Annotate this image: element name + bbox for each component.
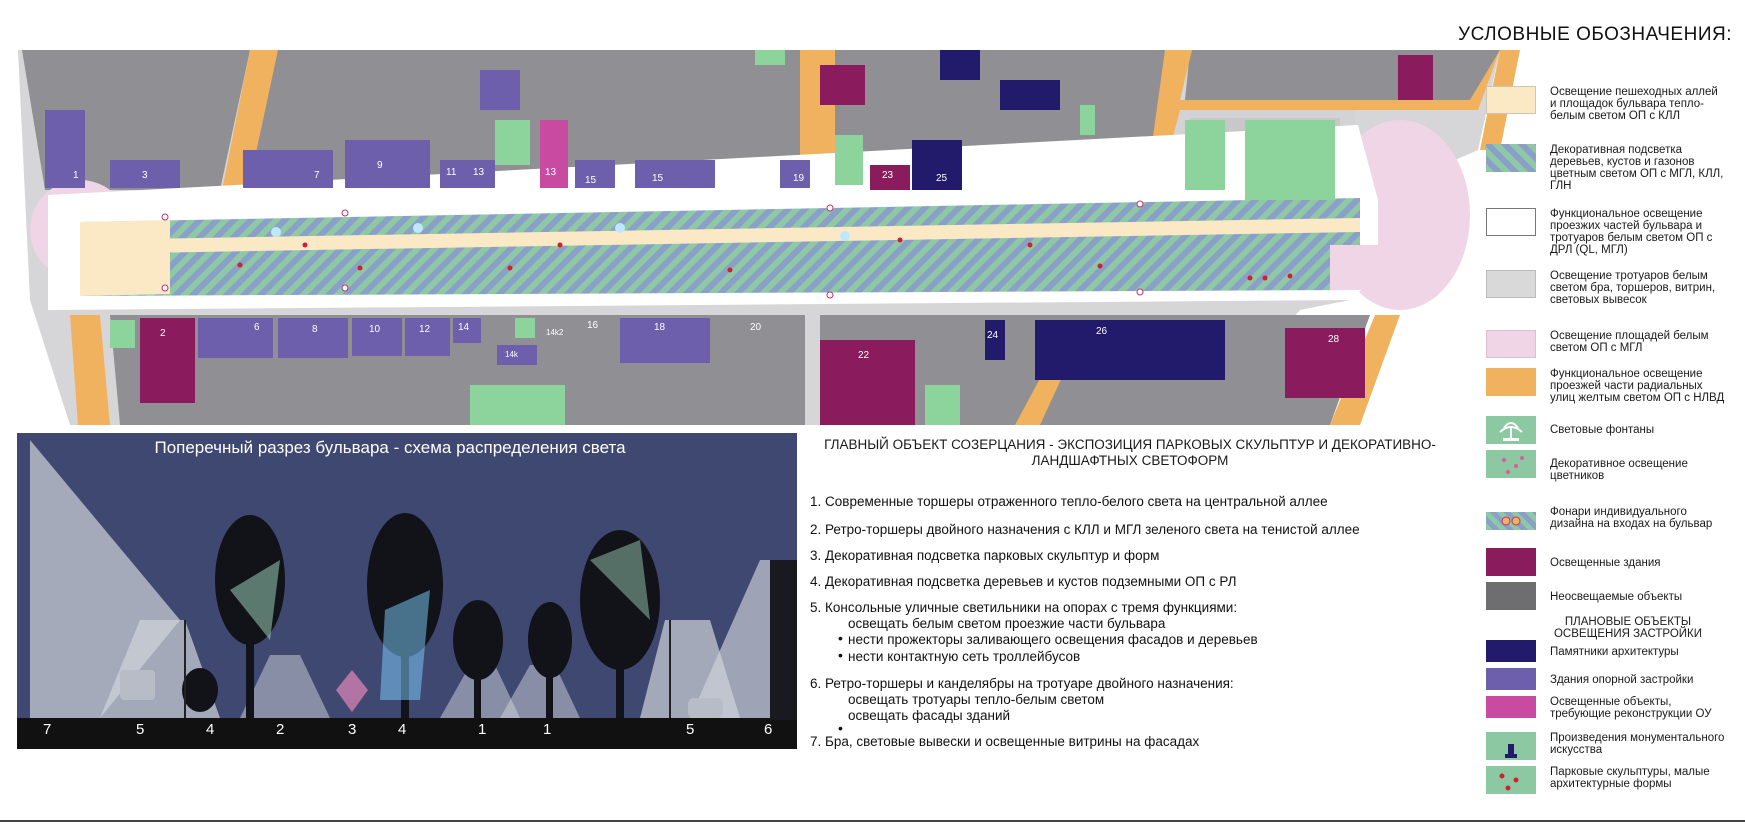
green-bot-4 [470,385,565,425]
green-top-1 [495,120,530,165]
description-item-6: 6. Ретро-торшеры и канделябры на тротуаре двойного назначения: [810,676,1234,691]
bldg-top-7 [243,150,333,188]
green-top-5 [1245,120,1335,200]
green-top-6 [1185,120,1225,190]
green-top-2 [755,50,785,65]
green-bot-1 [110,320,135,348]
legend-label: Освещение пешеходных аллей и площадок бульвара тепло-белым светом ОП с КЛЛ [1550,86,1718,122]
bldg-label-23: 23 [882,170,894,181]
bldg-label-25: 25 [936,173,948,184]
bottom-rule [0,820,1745,822]
legend-item-decorative [1486,144,1726,192]
swatch-squares [1486,330,1536,358]
legend-label: Парковые скульптуры, малые архитектурные формы [1550,766,1710,790]
bldg-bot-2 [140,318,195,403]
legend-subtitle: ПЛАНОВЫЕ ОБЪЕКТЫ ОСВЕЩЕНИЯ ЗАСТРОЙКИ [1553,616,1703,640]
bldg-bot-6 [198,318,273,358]
legend-label: Неосвещаемые объекты [1550,591,1683,603]
legend-item-support [1486,668,1726,690]
bullet: • [838,647,843,663]
legend-label: Фонари индивидуального дизайна на входах на бульвар [1550,506,1713,530]
flowerbed-icon [1486,450,1536,478]
legend-item-lit [1486,548,1726,576]
bldg-label-7: 7 [314,170,320,181]
cross-section-panel [17,433,797,749]
bldg-label-19: 19 [793,173,805,184]
section-number: 5 [136,721,145,738]
swatch-support [1486,668,1536,690]
description-heading: ГЛАВНЫЙ ОБЪЕКТ СОЗЕРЦАНИЯ - ЭКСПОЗИЦИЯ ПАРКОВЫХ СКУЛЬПТУР И ДЕКОРАТИВНО-ЛАНДШАФТНЫХ СВЕТОФОРМ [824,437,1436,468]
bldg-label-14k2: 14k2 [546,328,564,337]
bldg-top-15 [635,160,715,188]
bldg-label-9: 9 [377,160,383,171]
legend-label: Памятники архитектуры [1550,646,1679,658]
bldg-label-8: 8 [312,324,318,335]
bldg-top-9 [345,140,430,188]
legend-label: Декоративная подсветка деревьев, кустов и газонов цветным светом ОП с МГЛ, КЛЛ, ГЛН [1550,144,1724,192]
section-number: 6 [764,721,773,738]
description-item-2: 2. Ретро-торшеры двойного назначения с КЛЛ и МГЛ зеленого света на тенистой аллее [810,522,1360,537]
bldg-label-28: 28 [1328,334,1340,345]
bldg-label-15a: 15 [585,175,597,186]
bldg-top-arch2 [940,50,980,80]
building-right [770,560,797,720]
description-item-5: 5. Консольные уличные светильники на опорах с тремя функциями: [810,600,1238,615]
section-number: 4 [398,721,407,738]
legend-label: Декоративное освещение цветников [1550,458,1688,482]
legend-title: УСЛОВНЫЕ ОБОЗНАЧЕНИЯ: [1458,24,1732,45]
legend-item-fountains [1486,416,1726,444]
sculpture-icon [1486,766,1536,794]
legend-label: Функциональное освещение проезжих частей бульвара и тротуаров белым светом ОП с ДРЛ (QL, МГЛ) [1550,208,1713,256]
bldg-label-24: 24 [987,330,999,341]
description-sub-6-2: освещать фасады зданий [848,708,1011,723]
bullet: • [838,630,843,646]
bldg-label-6: 6 [254,322,260,333]
swatch-sidewalk [1486,270,1536,298]
swatch-radial [1486,368,1536,396]
green-top-4 [1080,105,1095,135]
bldg-top-arch [1000,80,1060,110]
legend-label: Произведения монументального искусства [1550,732,1725,756]
monument-icon [1486,732,1536,760]
swatch-lit [1486,548,1536,576]
description-sub-5-2: нести прожекторы заливающего освещения фасадов и деревьев [848,632,1258,647]
car-left [120,670,155,700]
legend-item-monument [1486,732,1726,760]
bldg-bot-28 [1285,328,1365,398]
legend-item-squares [1486,330,1726,358]
legend-label: Здания опорной застройки [1550,674,1694,686]
legend-label: Освещение площадей белым светом ОП с МГЛ [1550,330,1709,354]
bldg-label-13b: 13 [545,167,557,178]
swatch-decorative [1486,144,1536,172]
bldg-label-14: 14 [458,322,470,333]
bldg-label-26: 26 [1096,326,1108,337]
description-sub-6-1: освещать тротуары тепло-белым светом [848,692,1105,707]
bldg-top-13a [480,70,520,110]
east-plaza [1330,245,1380,290]
section-number: 2 [276,721,285,738]
bldg-label-11: 11 [446,167,457,178]
legend-item-functional [1486,208,1726,256]
bldg-bot-26 [1035,320,1225,380]
section-number: 3 [348,721,357,738]
green-bot-2 [515,318,535,338]
description-item-7: 7. Бра, световые вывески и освещенные витрины на фасадах [810,734,1200,749]
legend-item-arch [1486,640,1726,662]
bldg-label-18: 18 [654,322,666,333]
bldg-label-13a: 13 [473,167,485,178]
bldg-label-15b: 15 [652,173,664,184]
legend-label: Функциональное освещение проезжей части радиальных улиц желтым светом ОП с НЛВД [1550,368,1725,404]
legend-label: Освещение тротуаров белым светом бра, торшеров, витрин, световых вывесок [1550,270,1716,306]
bldg-label-12: 12 [419,324,431,335]
section-number: 1 [478,721,487,738]
description-sub-5-3: нести контактную сеть троллейбусов [848,649,1081,664]
section-title: Поперечный разрез бульвара - схема распределения света [154,438,626,457]
bldg-label-16: 16 [587,320,599,331]
bldg-label-2: 2 [160,328,166,339]
bldg-label-17k2: 17k2 [722,175,740,184]
green-bot-3 [925,385,960,425]
swatch-pedestrian [1486,86,1536,114]
bullet: • [838,720,843,736]
legend-item-recon [1486,696,1726,720]
fountain-icon [1486,416,1536,444]
legend-item-pedestrian [1486,86,1726,122]
bldg-label-10: 10 [369,324,381,335]
legend-item-flowerbeds [1486,450,1726,482]
bldg-label-1: 1 [73,170,79,181]
bldg-label-3: 3 [142,170,148,181]
swatch-functional [1486,208,1536,236]
legend-item-sidewalk [1486,270,1726,306]
legend-item-radial [1486,368,1726,404]
legend-item-sculpture [1486,766,1726,794]
description-item-3: 3. Декоративная подсветка парковых скульптур и форм [810,548,1160,563]
bldg-label-14k: 14k [505,350,518,359]
car-right [688,698,723,718]
green-top-3 [835,135,863,185]
legend-label: Световые фонтаны [1550,424,1655,436]
bldg-top-23b [820,65,865,105]
swatch-recon [1486,696,1536,718]
section-number: 4 [206,721,215,738]
bldg-label-22: 22 [858,350,870,361]
description-item-4: 4. Декоративная подсветка деревьев и кустов подземными ОП с РЛ [810,574,1237,589]
north-block-4 [1185,50,1500,100]
legend-label: Освещенные здания [1550,557,1661,569]
legend-item-lanterns [1486,506,1726,530]
section-number: 5 [686,721,695,738]
lantern-icon [1486,512,1536,530]
section-number: 7 [43,721,52,738]
section-number: 1 [543,721,552,738]
legend-item-unlit [1486,582,1726,610]
description-item-1: 1. Современные торшеры отраженного тепло-белого света на центральной аллее [810,494,1328,509]
swatch-unlit [1486,582,1536,610]
bldg-top-ne [1398,55,1433,100]
bldg-label-20: 20 [750,322,762,333]
legend-label: Освещенные объекты, требующие реконструкции ОУ [1550,696,1712,720]
bldg-top-1 [45,110,85,188]
description-sub-5-1: освещать белым светом проезжие части бульвара [848,616,1166,631]
swatch-arch [1486,640,1536,662]
west-plaza [80,220,170,296]
